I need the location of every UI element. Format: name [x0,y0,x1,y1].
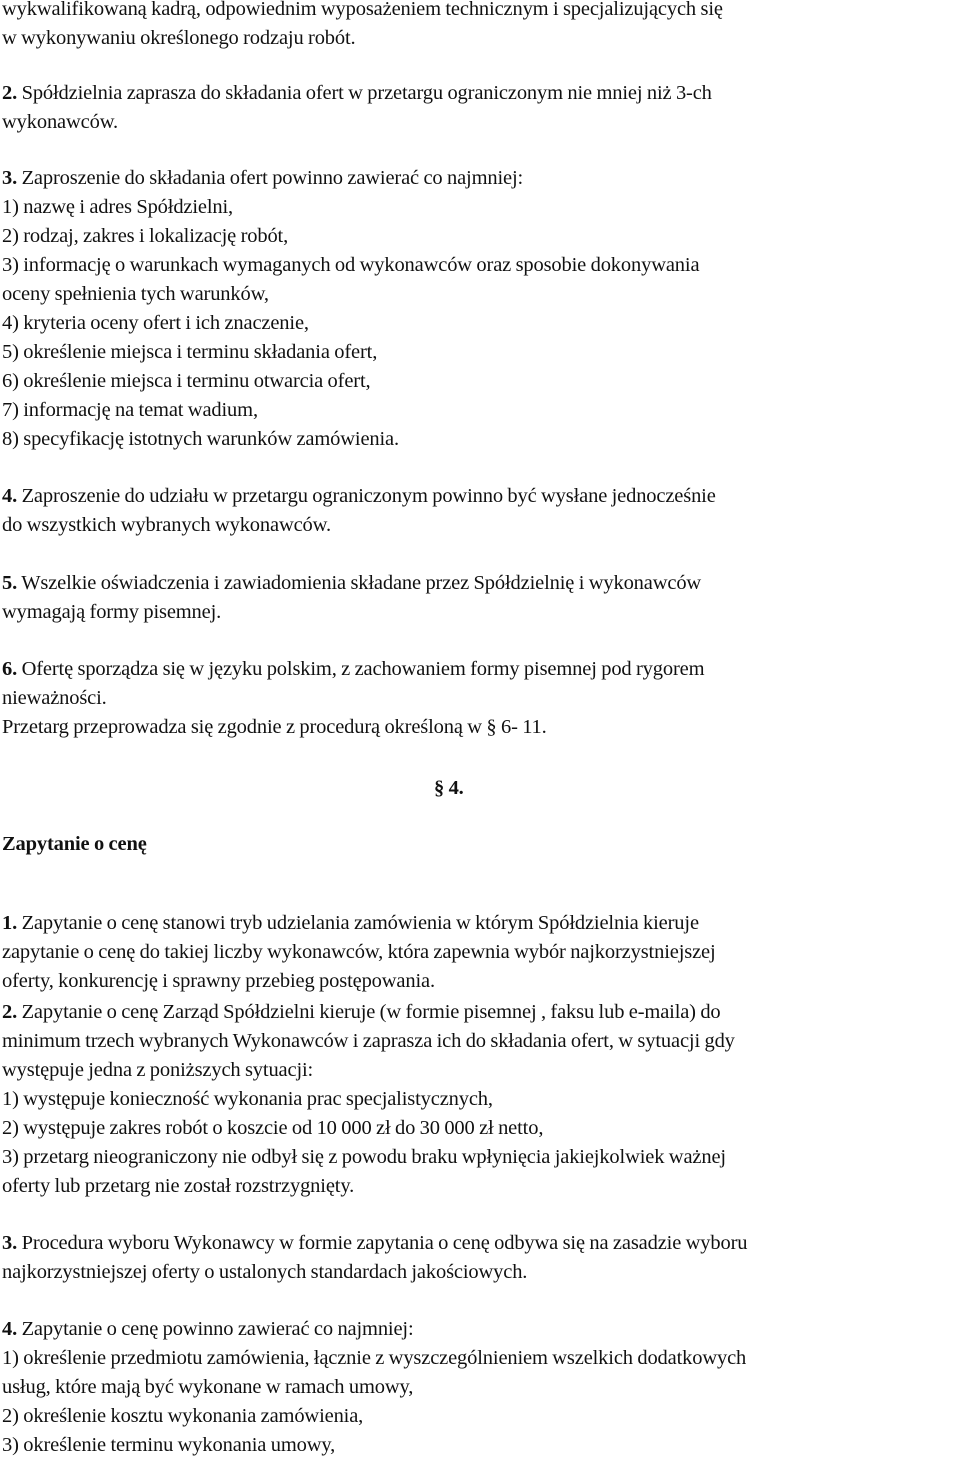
paragraph-number: 1. [2,912,18,934]
paragraph-number: 2. [2,82,18,104]
list-item: 4) kryteria oceny ofert i ich znaczenie, [2,312,309,334]
section-paragraph-3 [2,1229,957,1287]
text-line: Przetarg przeprowadza się zgodnie z procedurą określoną w § 6- 11. [2,716,547,738]
text-line: usług, które mają być wykonane w ramach umowy, [2,1376,414,1398]
text-line: wykonawców. [2,111,119,133]
text-line: Wszelkie oświadczenia i zawiadomienia składane przez Spółdzielnię i wykonawców [21,572,702,594]
paragraph-3 [2,164,957,454]
list-item: 6) określenie miejsca i terminu otwarcia ofert, [2,370,371,392]
list-item: 1) występuje konieczność wykonania prac specjalistycznych, [2,1088,493,1110]
paragraph-number: 4. [2,1318,18,1340]
text-line: minimum trzech wybranych Wykonawców i zaprasza ich do składania ofert, w sytuacji gdy [2,1030,735,1052]
paragraph-6 [2,655,957,742]
paragraph-number: 3. [2,167,18,189]
text-line: oferty, konkurencję i sprawny przebieg postępowania. [2,970,435,992]
text-line: wykwalifikowaną kadrą, odpowiednim wyposażeniem technicznym i specjalizujących się [2,0,723,20]
text-line: oferty lub przetarg nie został rozstrzygnięty. [2,1175,355,1197]
paragraph-number: 4. [2,485,18,507]
text-line: Zapytanie o cenę powinno zawierać co najmniej: [21,1318,414,1340]
section-title: Zapytanie o cenę [2,833,147,855]
paragraph-number: 6. [2,658,18,680]
list-item: 1) nazwę i adres Spółdzielni, [2,196,234,218]
text-line: najkorzystniejszej oferty o ustalonych standardach jakościowych. [2,1261,528,1283]
paragraph-number: 3. [2,1232,18,1254]
paragraph-5 [2,569,957,627]
text-line: zapytanie o cenę do takiej liczby wykonawców, która zapewnia wybór najkorzystniejszej [2,941,716,963]
text-line: Zapytanie o cenę stanowi tryb udzielania zamówienia w którym Spółdzielnia kieruje [21,912,699,934]
text-line: Procedura wyboru Wykonawcy w formie zapytania o cenę odbywa się na zasadzie wyboru [21,1232,748,1254]
list-item: 2) rodzaj, zakres i lokalizację robót, [2,225,289,247]
list-item: oceny spełnienia tych warunków, [2,283,269,305]
section-paragraph-1 [2,909,957,996]
text-line: występuje jedna z poniższych sytuacji: [2,1059,314,1081]
text-line: Zaproszenie do udziału w przetargu ograniczonym powinno być wysłane jednocześnie [21,485,716,507]
list-item: 2) występuje zakres robót o koszcie od 10 000 zł do 30 000 zł netto, [2,1117,544,1139]
fragment-paragraph [2,0,957,53]
list-item: 3) informację o warunkach wymaganych od wykonawców oraz sposobie dokonywania [2,254,700,276]
paragraph-4 [2,482,957,540]
section-paragraph-2 [2,998,957,1201]
list-item: 8) specyfikację istotnych warunków zamówienia. [2,428,399,450]
document-body [2,0,957,1460]
text-line: nieważności. [2,687,107,709]
text-line: do wszystkich wybranych wykonawców. [2,514,331,536]
paragraph-number: 5. [2,572,18,594]
section-number: § 4. [434,777,464,799]
text-line: Zapytanie o cenę Zarząd Spółdzielni kieruje (w formie pisemnej , faksu lub e-maila) do [21,1001,721,1023]
text-line: w wykonywaniu określonego rodzaju robót. [2,27,356,49]
list-item: 7) informację na temat wadium, [2,399,258,421]
list-item: 3) określenie terminu wykonania umowy, [2,1434,336,1456]
list-item: 5) określenie miejsca i terminu składania ofert, [2,341,378,363]
list-item: 2) określenie kosztu wykonania zamówienia, [2,1405,364,1427]
section-paragraph-4 [2,1315,957,1460]
text-line: Spółdzielnia zaprasza do składania ofert w przetargu ograniczonym nie mniej niż 3-ch [21,82,712,104]
text-line: wymagają formy pisemnej. [2,601,222,623]
text-line: Ofertę sporządza się w języku polskim, z zachowaniem formy pisemnej pod rygorem [21,658,705,680]
text-line: Zaproszenie do składania ofert powinno zawierać co najmniej: [21,167,524,189]
list-item: 1) określenie przedmiotu zamówienia, łącznie z wyszczególnieniem wszelkich dodatkowych [2,1347,747,1369]
list-item: 3) przetarg nieograniczony nie odbył się z powodu braku wpłynięcia jakiejkolwiek ważnej [2,1146,726,1168]
section-heading [2,774,957,910]
paragraph-2 [2,79,957,137]
paragraph-number: 2. [2,1001,18,1023]
